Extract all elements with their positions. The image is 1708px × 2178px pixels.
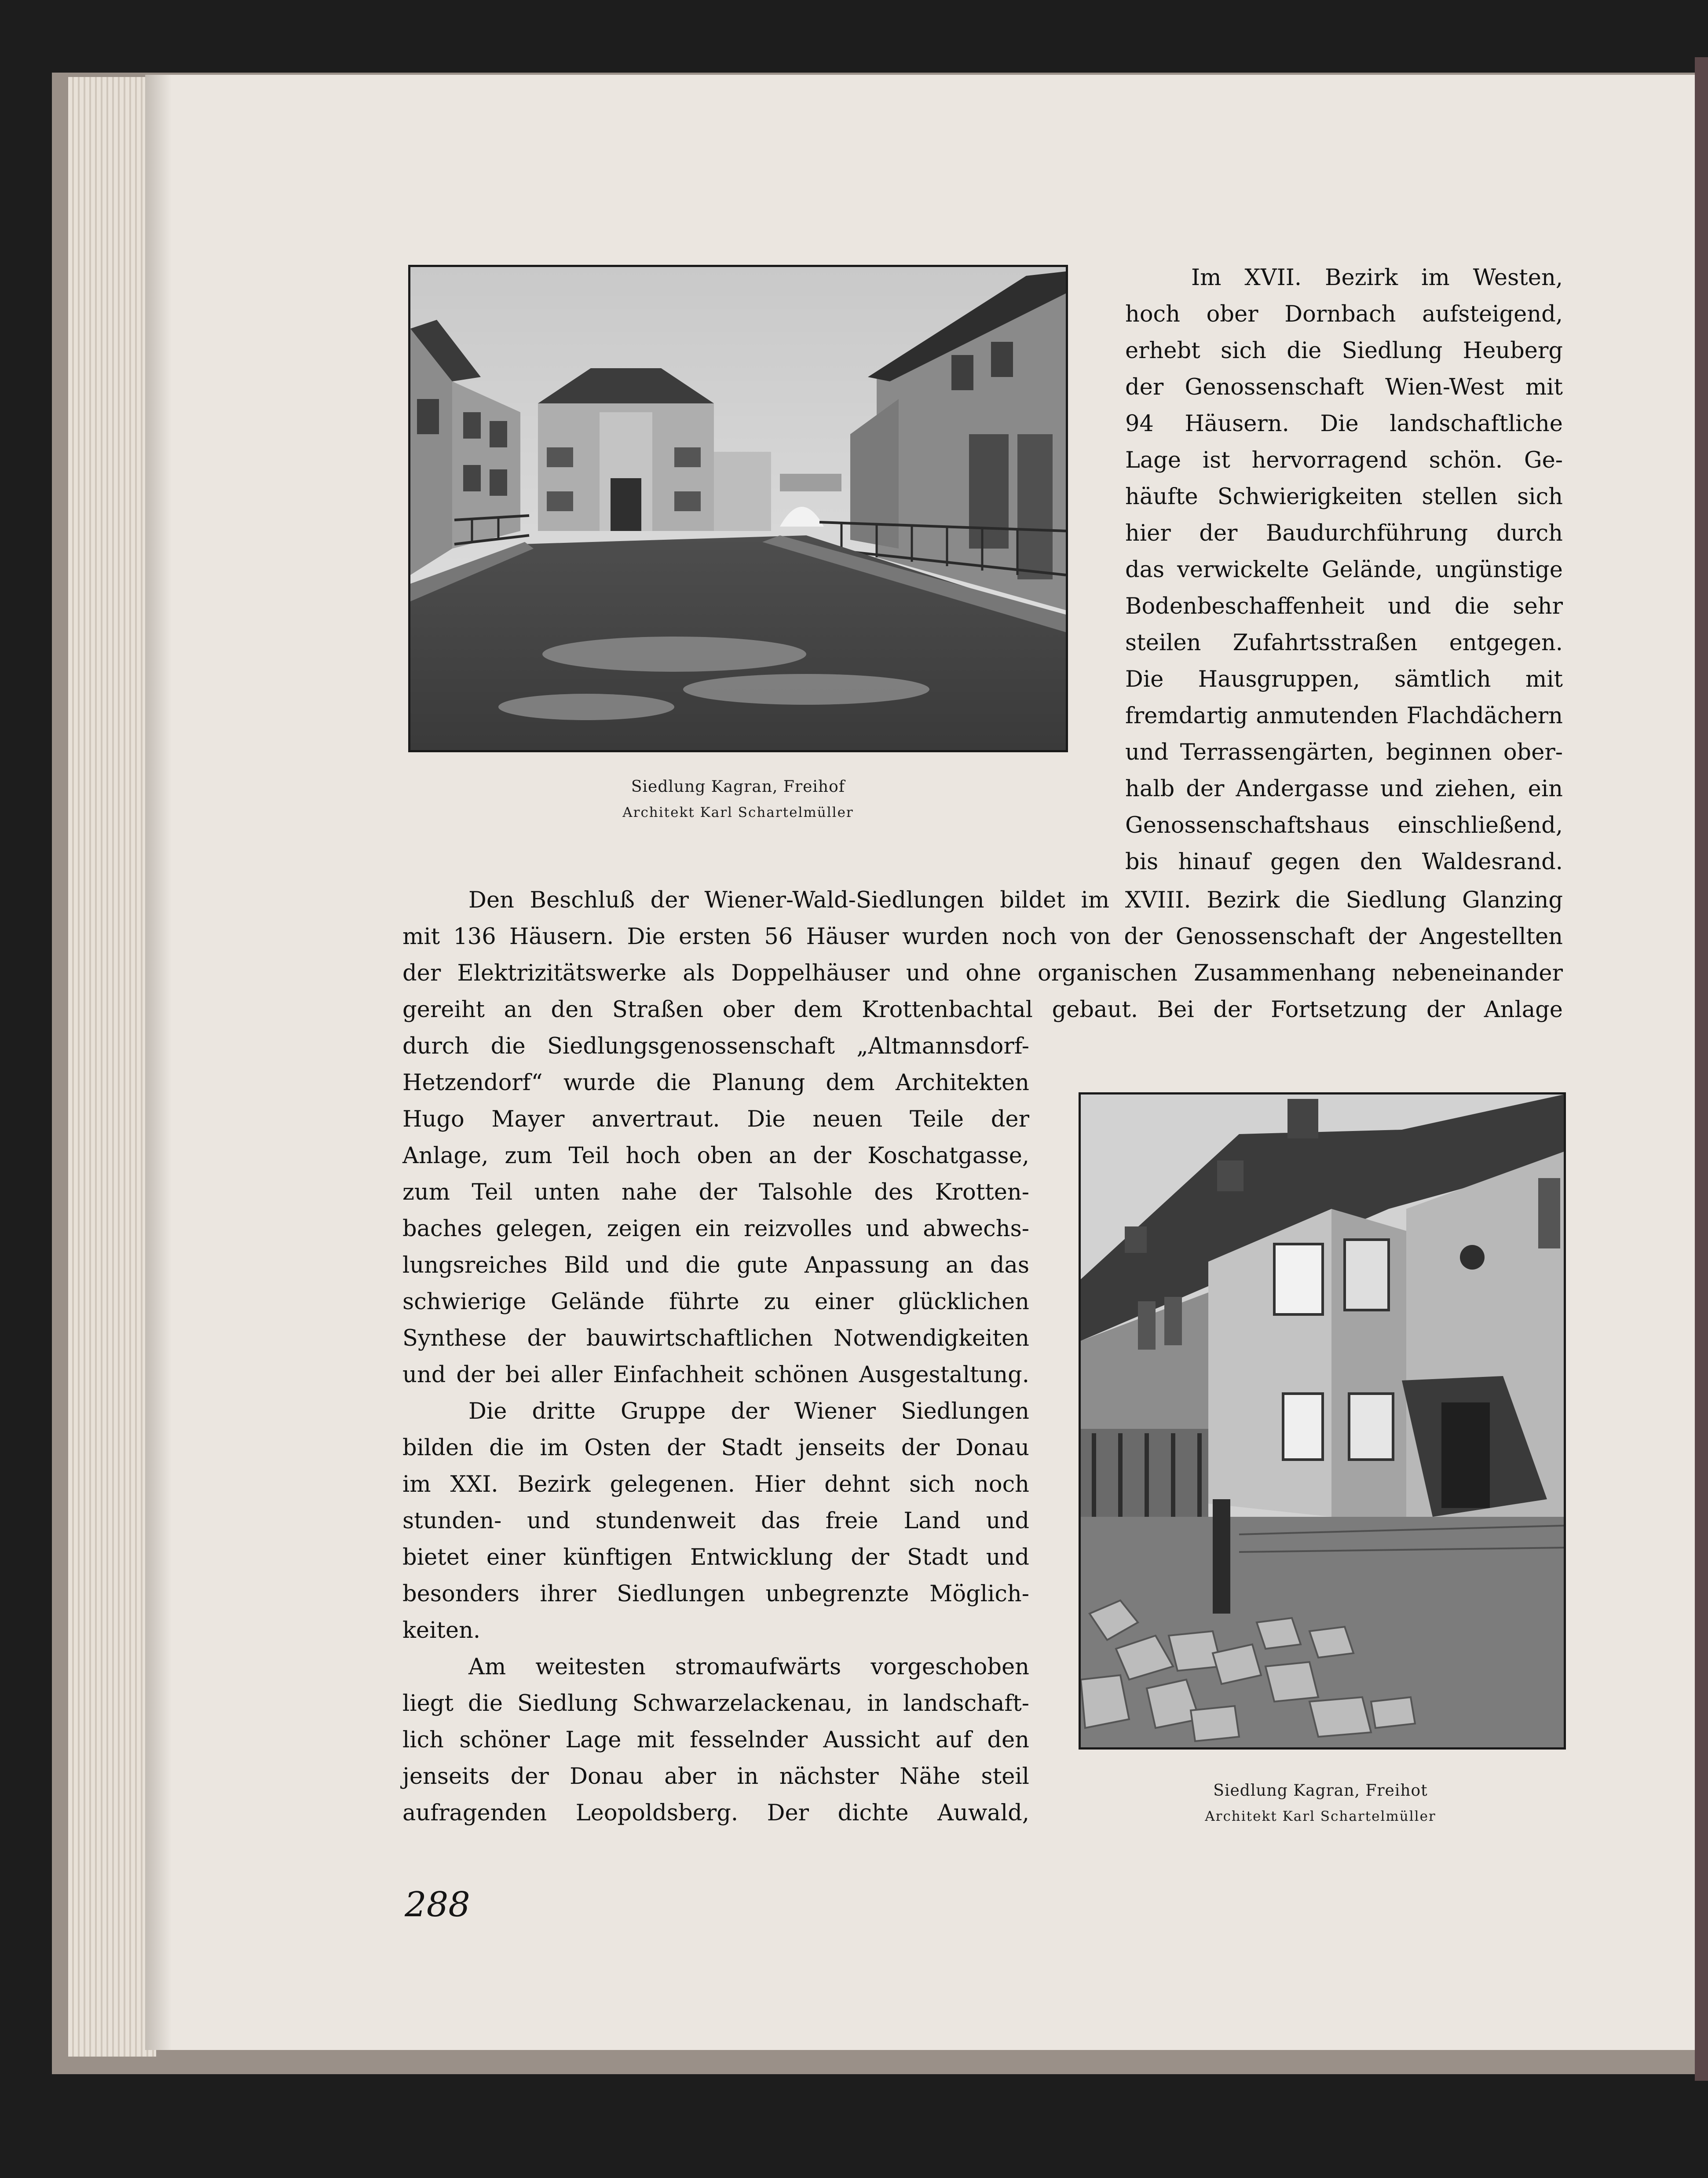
cover-edge (1695, 57, 1708, 2081)
text-full-width (402, 882, 1563, 1028)
text-line: stunden- und stundenweit das freie Land und (402, 1508, 1029, 1534)
text-line: und der bei aller Einfachheit schönen Ausgestaltung. (402, 1362, 1029, 1388)
text-line: 94 Häusern. Die landschaftliche (1125, 411, 1563, 437)
text-line: der Genossenschaft Wien-West mit (1125, 374, 1563, 400)
text-line: Am weitesten stromaufwärts vorgeschoben (468, 1654, 1029, 1680)
text-line: Hugo Mayer anvertraut. Die neuen Teile der (402, 1106, 1029, 1132)
text-line: lungsreiches Bild und die gute Anpassung an das (402, 1252, 1029, 1278)
text-line: gereiht an den Straßen ober dem Krottenbachtal gebaut. Bei der Fortsetzung der Anlage (402, 997, 1563, 1023)
photo-1-caption-credit: Architekt Karl Schartelmüller (622, 805, 854, 820)
text-line: hoch ober Dornbach aufsteigend, (1125, 301, 1563, 327)
photo-house-view (1079, 1092, 1566, 1750)
text-line: häufte Schwierigkeiten stellen sich (1125, 484, 1563, 510)
text-line: lich schöner Lage mit fesselnder Aussicht auf den (402, 1727, 1029, 1753)
text-line: fremdartig anmutenden Flachdächern (1125, 703, 1563, 729)
gutter-shadow (145, 75, 172, 2050)
text-line: Synthese der bauwirtschaftlichen Notwendigkeiten (402, 1325, 1029, 1351)
text-line: Genossenschaftshaus einschließend, (1125, 813, 1563, 838)
text-line: der Elektrizitätswerke als Doppelhäuser und ohne organischen Zusammenhang nebeneinander (402, 960, 1563, 986)
text-line: Anlage, zum Teil hoch oben an der Koschatgasse, (402, 1143, 1029, 1169)
text-line: im XXI. Bezirk gelegenen. Hier dehnt sich noch (402, 1472, 1029, 1497)
text-line: hier der Baudurchführung durch (1125, 520, 1563, 546)
text-line: Lage ist hervorragend schön. Ge- (1125, 447, 1563, 473)
street-view-illustration (410, 267, 1066, 750)
text-line: erhebt sich die Siedlung Heuberg (1125, 338, 1563, 364)
photo-2-caption-credit: Architekt Karl Schartelmüller (1205, 1808, 1436, 1824)
text-line: bietet einer künftigen Entwicklung der Stadt und (402, 1545, 1029, 1570)
text-line: baches gelegen, zeigen ein reizvolles und abwechs- (402, 1216, 1029, 1242)
text-line: bis hinauf gegen den Waldesrand. (1125, 849, 1563, 875)
text-line: jenseits der Donau aber in nächster Nähe steil (402, 1764, 1029, 1790)
text-line: keiten. (402, 1618, 481, 1644)
text-line: zum Teil unten nahe der Talsohle des Krotten- (402, 1179, 1029, 1205)
text-line: und Terrassengärten, beginnen ober- (1125, 739, 1563, 765)
text-line: aufragenden Leopoldsberg. Der dichte Auwald, (402, 1800, 1029, 1826)
photo-1-caption-title: Siedlung Kagran, Freihof (631, 778, 845, 796)
text-line: liegt die Siedlung Schwarzelackenau, in landschaft- (402, 1691, 1029, 1717)
text-line: Hetzendorf“ wurde die Planung dem Architekten (402, 1070, 1029, 1096)
text-column-top-right (1125, 260, 1563, 880)
text-line: Die Hausgruppen, sämtlich mit (1125, 666, 1563, 692)
page-number: 288 (405, 1885, 470, 1925)
text-line: steilen Zufahrtsstraßen entgegen. (1125, 630, 1563, 656)
text-line: mit 136 Häusern. Die ersten 56 Häuser wurden noch von der Genossenschaft der Angestellten (402, 924, 1563, 950)
text-line: durch die Siedlungsgenossenschaft „Altmannsdorf- (402, 1033, 1029, 1059)
text-line: Den Beschluß der Wiener-Wald-Siedlungen bildet im XVIII. Bezirk die Siedlung Glanzing (468, 887, 1563, 913)
text-line: halb der Andergasse und ziehen, ein (1125, 776, 1563, 802)
page-edges (68, 77, 156, 2057)
text-line: besonders ihrer Siedlungen unbegrenzte Möglich- (402, 1581, 1029, 1607)
text-line: Die dritte Gruppe der Wiener Siedlungen (468, 1398, 1029, 1424)
photo-2-caption (1079, 1778, 1562, 1829)
photo-1-caption (408, 774, 1068, 825)
text-line: das verwickelte Gelände, ungünstige (1125, 557, 1563, 583)
photo-2-caption-title: Siedlung Kagran, Freihot (1213, 1782, 1428, 1800)
text-line: schwierige Gelände führte zu einer glücklichen (402, 1289, 1029, 1315)
house-view-illustration (1081, 1094, 1564, 1747)
text-line: Bodenbeschaffenheit und die sehr (1125, 593, 1563, 619)
text-line: bilden die im Osten der Stadt jenseits der Donau (402, 1435, 1029, 1461)
text-line: Im XVII. Bezirk im Westen, (1191, 265, 1563, 291)
text-column-left (402, 1028, 1029, 1831)
photo-street-view (408, 265, 1068, 752)
